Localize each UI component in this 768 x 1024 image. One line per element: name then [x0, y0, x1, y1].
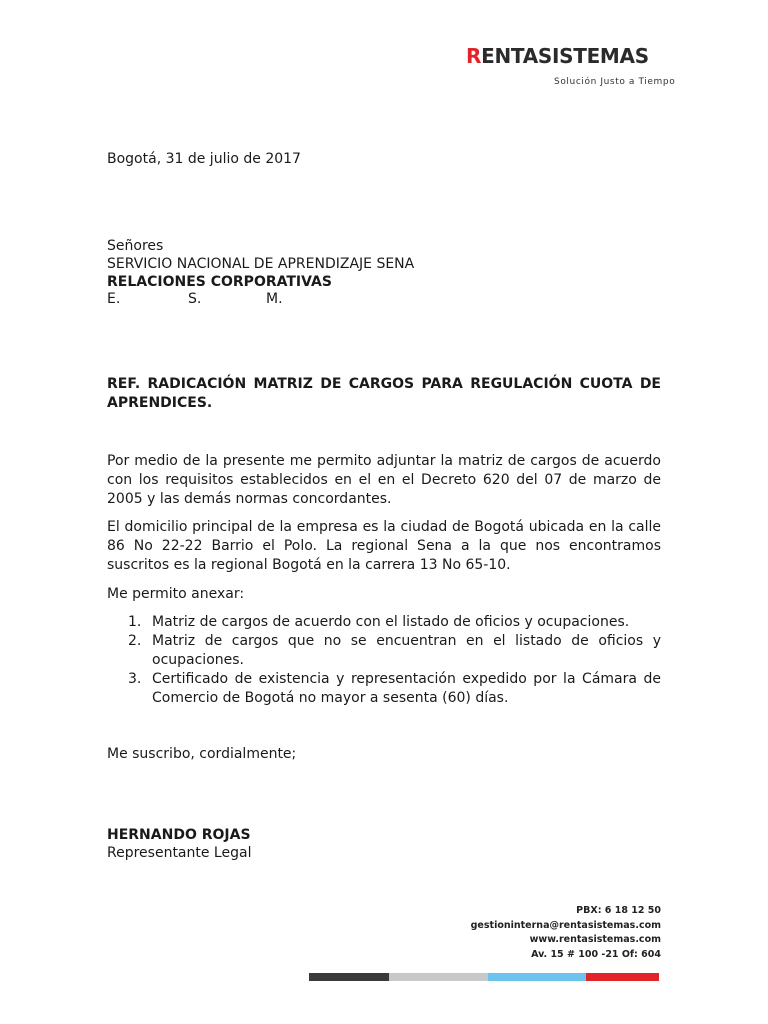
logo-tagline: Solución Justo a Tiempo: [554, 77, 676, 87]
logo-initial: R: [466, 44, 482, 68]
attachment-item: [107, 670, 661, 708]
attachment-item: [107, 632, 661, 670]
body-paragraph-2: El domicilio principal de la empresa es la ciudad de Bogotá ubicada en la calle 86 No 22-22 Barrio el Polo. La regional Sena a la que nos encontramos suscritos es la regional Bogotá en la carrera 13 No 65-10.: [107, 519, 661, 573]
footer-color-bar-red: [586, 973, 659, 981]
signer-name: HERNANDO ROJAS: [107, 827, 251, 843]
company-logo: [466, 44, 684, 92]
body-paragraph-1: Por medio de la presente me permito adjuntar la matriz de cargos de acuerdo con los requisitos establecidos en el en el Decreto 620 del 07 de marzo de 2005 y las demás normas concordantes.: [107, 453, 661, 507]
reference-line: REF. RADICACIÓN MATRIZ DE CARGOS PARA REGULACIÓN CUOTA DE APRENDICES.: [107, 376, 661, 411]
recipient-salutation: Señores: [107, 238, 164, 254]
attachment-item: [107, 613, 661, 632]
attachments-list: [107, 613, 661, 708]
footer-website: www.rentasistemas.com: [529, 934, 661, 945]
date-line: Bogotá, 31 de julio de 2017: [107, 151, 301, 167]
esm-m: M.: [266, 291, 283, 307]
signer-title: Representante Legal: [107, 845, 252, 861]
footer-color-bar-dark: [309, 973, 389, 981]
attachment-text: Matriz de cargos que no se encuentran en el listado de oficios y ocupaciones.: [152, 633, 661, 668]
closing-line: Me suscribo, cordialmente;: [107, 746, 297, 762]
contact-footer: [471, 904, 661, 962]
esm-e: E.: [107, 291, 121, 307]
logo-wordmark: [466, 44, 649, 68]
attachment-number: 3.: [128, 671, 142, 687]
footer-phone: PBX: 6 18 12 50: [576, 905, 661, 916]
esm-s: S.: [188, 291, 202, 307]
footer-address: Av. 15 # 100 -21 Of: 604: [531, 948, 661, 960]
footer-color-bar-blue: [488, 973, 586, 981]
recipient-department: RELACIONES CORPORATIVAS: [107, 274, 332, 290]
recipient-block: [107, 237, 414, 291]
logo-rest: ENTASISTEMAS: [481, 44, 649, 68]
attachment-text: Certificado de existencia y representación expedido por la Cámara de Comercio de Bogotá no mayor a sesenta (60) días.: [152, 671, 661, 706]
footer-color-bar-gray: [389, 973, 488, 981]
footer-email: gestioninterna@rentasistemas.com: [470, 919, 661, 931]
attachment-number: 1.: [128, 614, 142, 630]
attachment-number: 2.: [128, 633, 142, 649]
attachment-text: Matriz de cargos de acuerdo con el listado de oficios y ocupaciones.: [152, 614, 630, 630]
body-paragraph-3: Me permito anexar:: [107, 586, 245, 602]
recipient-organization: SERVICIO NACIONAL DE APRENDIZAJE SENA: [107, 256, 415, 272]
